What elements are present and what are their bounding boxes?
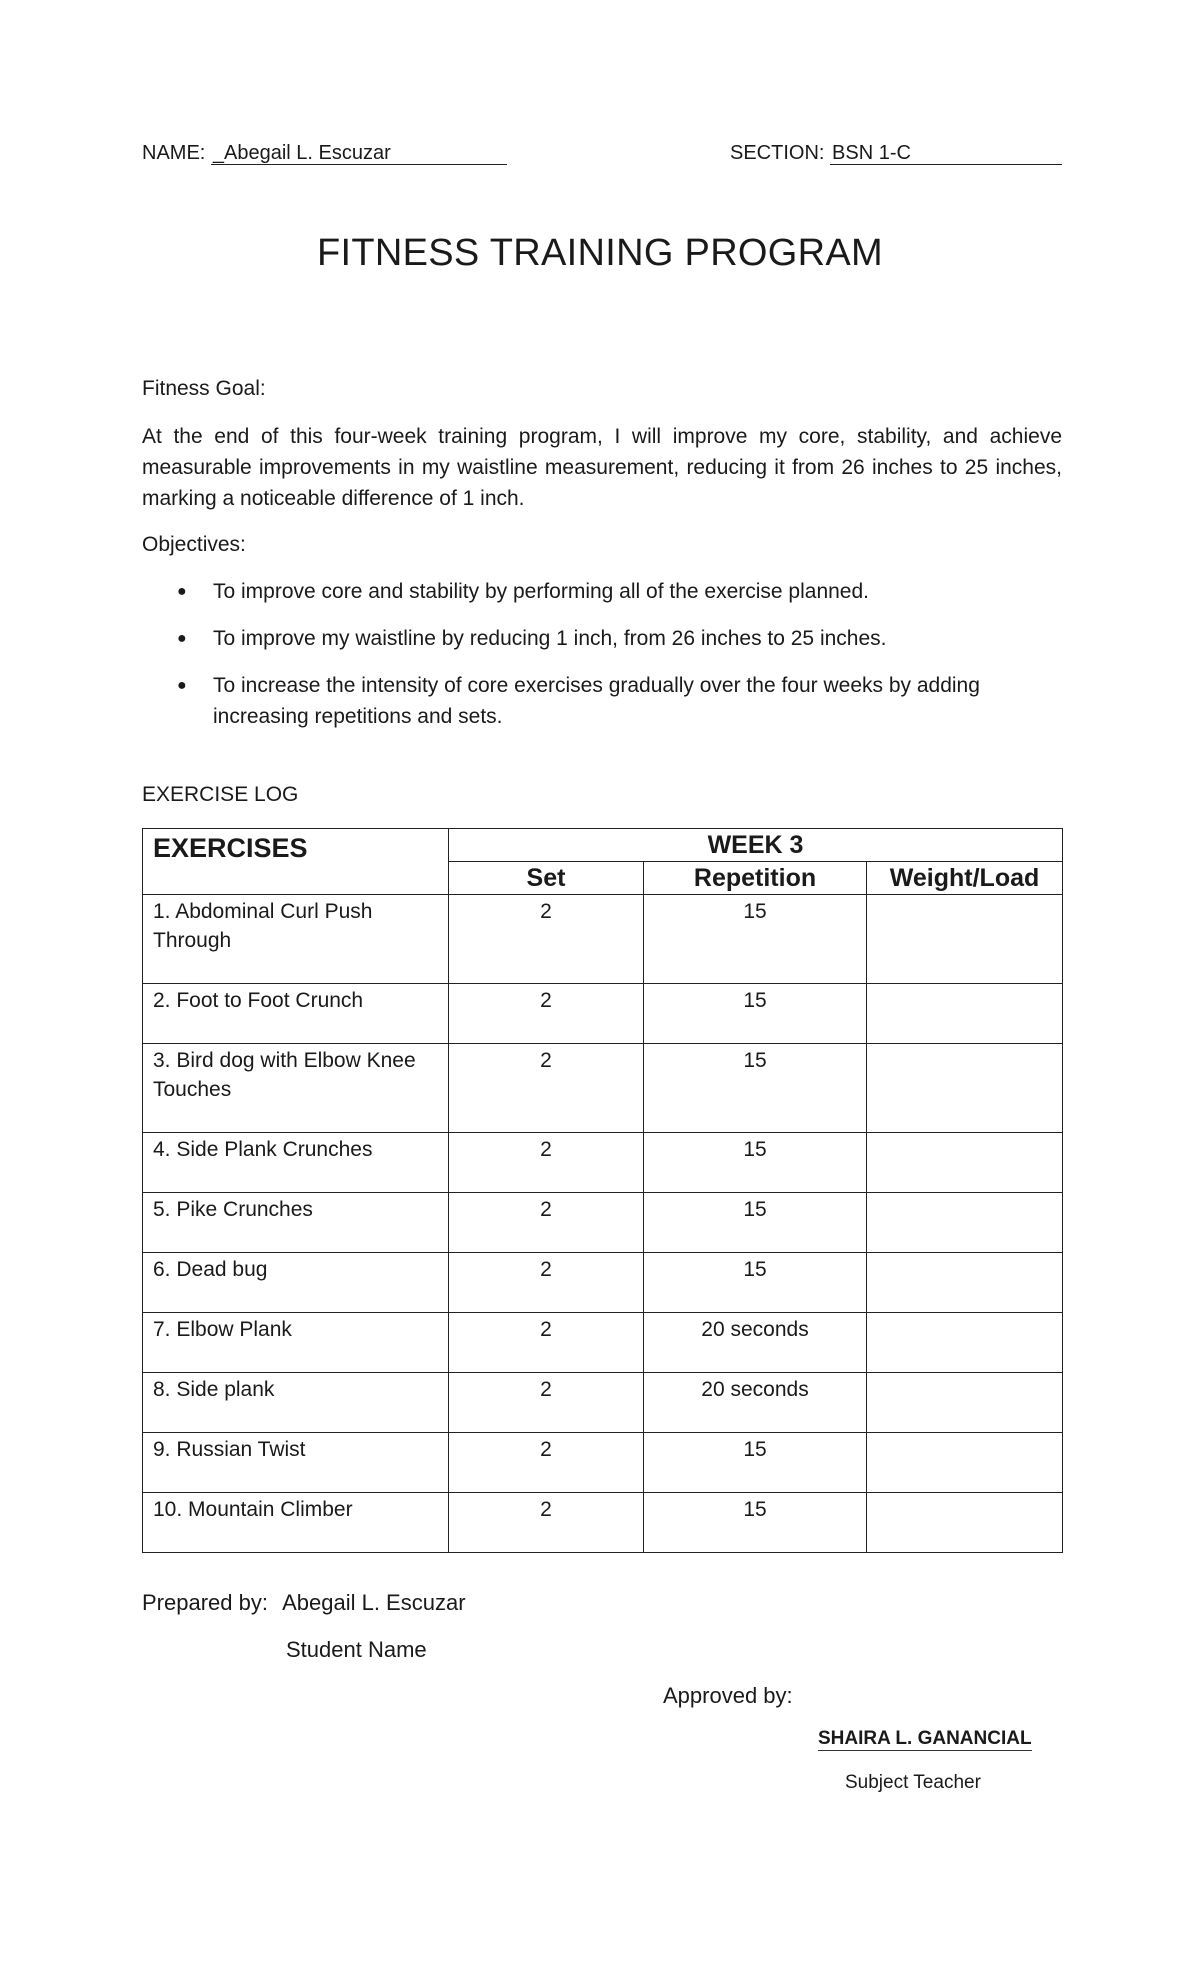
weight-cell [867,1313,1063,1373]
repetition-cell: 15 [644,1193,867,1253]
prepared-by [142,1590,466,1616]
repetition-cell: 20 seconds [644,1373,867,1433]
section-value: BSN 1-C [830,142,1062,165]
exercise-cell: 6. Dead bug [143,1253,449,1313]
exercise-log-label: EXERCISE LOG [142,783,299,806]
objectives-label: Objectives: [142,533,246,556]
table-row [143,1044,1063,1133]
weight-cell [867,1253,1063,1313]
exercise-cell: 4. Side Plank Crunches [143,1133,449,1193]
prepared-name: Abegail L. Escuzar [282,1590,466,1615]
objective-item [142,576,1062,607]
repetition-cell: 15 [644,895,867,984]
prepared-label: Prepared by: [142,1590,268,1615]
repetition-cell: 15 [644,1253,867,1313]
weight-cell [867,1044,1063,1133]
weight-cell [867,984,1063,1044]
section-label: SECTION: [730,142,825,164]
name-label: NAME: [142,142,206,164]
repetition-cell: 15 [644,1493,867,1553]
exercises-header: EXERCISES [143,829,449,895]
set-cell: 2 [449,1493,644,1553]
set-cell: 2 [449,1373,644,1433]
section-field [730,142,1062,165]
set-cell: 2 [449,984,644,1044]
student-header [142,142,1058,170]
weight-header: Weight/Load [867,862,1063,895]
bullet-icon: ● [177,630,187,647]
weight-cell [867,1493,1063,1553]
table-row [143,1253,1063,1313]
set-cell: 2 [449,1433,644,1493]
page-title: FITNESS TRAINING PROGRAM [317,232,883,274]
weight-cell [867,1433,1063,1493]
table-row [143,895,1063,984]
objective-text: To improve core and stability by performing all of the exercise planned. [213,580,870,603]
fitness-goal-label: Fitness Goal: [142,377,266,400]
bullet-icon: ● [177,677,187,694]
exercise-cell: 10. Mountain Climber [143,1493,449,1553]
exercise-cell: 5. Pike Crunches [143,1193,449,1253]
exercise-cell: 8. Side plank [143,1373,449,1433]
table-row [143,1493,1063,1553]
set-cell: 2 [449,1253,644,1313]
set-cell: 2 [449,1193,644,1253]
weight-cell [867,1193,1063,1253]
objective-text: To increase the intensity of core exercises gradually over the four weeks by adding increasing repetitions and sets. [213,674,980,728]
table-row [143,1193,1063,1253]
objective-item [142,623,1062,654]
weight-cell [867,1373,1063,1433]
exercise-cell: 7. Elbow Plank [143,1313,449,1373]
teacher-name: SHAIRA L. GANANCIAL [818,1728,1032,1749]
student-name-label: Student Name [286,1637,427,1662]
weight-cell [867,895,1063,984]
exercise-cell: 9. Russian Twist [143,1433,449,1493]
name-field [142,142,507,165]
set-header: Set [449,862,644,895]
set-cell: 2 [449,1044,644,1133]
repetition-header: Repetition [644,862,867,895]
objective-text: To improve my waistline by reducing 1 inch, from 26 inches to 25 inches. [213,627,887,650]
repetition-cell: 20 seconds [644,1313,867,1373]
exercise-log-table [142,828,1063,1553]
table-row [143,1433,1063,1493]
set-cell: 2 [449,1133,644,1193]
table-row [143,984,1063,1044]
set-cell: 2 [449,895,644,984]
table-row [143,1133,1063,1193]
exercise-cell: 1. Abdominal Curl Push Through [143,895,449,984]
approved-label: Approved by: [663,1683,793,1708]
set-cell: 2 [449,1313,644,1373]
table-row [143,1373,1063,1433]
week-header: WEEK 3 [449,829,1063,862]
teacher-role: Subject Teacher [845,1772,981,1793]
objective-item [142,670,1062,732]
repetition-cell: 15 [644,984,867,1044]
repetition-cell: 15 [644,1433,867,1493]
exercise-cell: 2. Foot to Foot Crunch [143,984,449,1044]
repetition-cell: 15 [644,1133,867,1193]
fitness-goal-text: At the end of this four-week training program, I will improve my core, stability, and achieve measurable improvements in my waistline measurement, reducing it from 26 inches to 25 inches, marking a noticeable difference of 1 inch. [142,425,1062,510]
exercise-cell: 3. Bird dog with Elbow Knee Touches [143,1044,449,1133]
repetition-cell: 15 [644,1044,867,1133]
table-row [143,1313,1063,1373]
bullet-icon: ● [177,583,187,600]
objectives-list [142,576,1062,748]
weight-cell [867,1133,1063,1193]
name-value: _Abegail L. Escuzar [211,142,507,165]
